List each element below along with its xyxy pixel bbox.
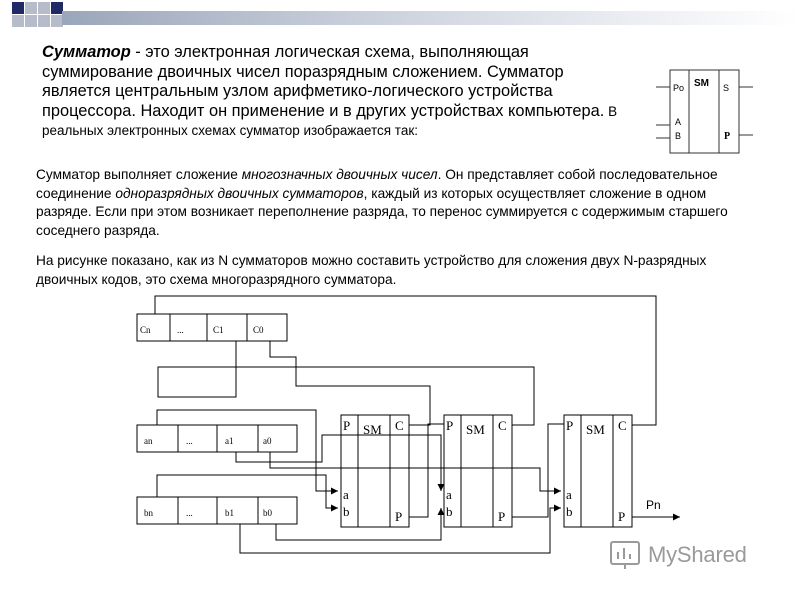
adder-3-a: a xyxy=(566,487,572,502)
adder-2-b: b xyxy=(446,504,453,519)
reg-b-1: b1 xyxy=(225,508,234,518)
symbol-out-s: S xyxy=(723,83,730,93)
intro-small-text: В реальных электронных схемах сумматор изображается так: xyxy=(42,103,618,138)
reg-c-n: Cn xyxy=(140,325,151,335)
register-c xyxy=(137,314,287,341)
para1-italic: одноразрядных двоичных сумматоров xyxy=(115,185,364,201)
para1-text: . Он представляет собой последовательное соединение xyxy=(36,167,718,201)
adder-2-c: C xyxy=(498,418,507,433)
para2-text: На рисунке показано, как из N сумматоров можно составить устройство для сложения двух N-разрядных двоичных кодов, это схема многоразрядного сумматора. xyxy=(36,253,707,287)
adder-1-p: P xyxy=(343,418,351,433)
reg-b-n: bn xyxy=(144,508,153,518)
reg-c-dots: ... xyxy=(177,325,184,335)
register-a xyxy=(137,425,297,452)
reg-c-1: C1 xyxy=(213,325,224,335)
output-pn-label: Pn xyxy=(646,498,661,512)
adder-1-p-out: P xyxy=(395,509,403,524)
symbol-in-carry: Po xyxy=(673,83,685,93)
reg-a-n: an xyxy=(144,436,153,446)
adder-1-a: a xyxy=(343,487,349,502)
reg-a-1: a1 xyxy=(225,436,234,446)
adder-3-p-out: P xyxy=(618,509,626,524)
intro-text: - это электронная логическая схема, выполняющая суммирование двоичных чисел поразрядным сложением. Сумматор является центральным узлом арифметико-логического устройства процессора. Находит он применение и в других устройствах компьютера. xyxy=(42,43,605,120)
watermark xyxy=(608,537,778,577)
adder-3-p: P xyxy=(566,418,574,433)
adder-1-sm: SM xyxy=(363,422,382,437)
para1-italic: многозначных двоичных чисел xyxy=(241,167,438,182)
adder-2-sm: SM xyxy=(466,422,485,437)
intro-term: Сумматор xyxy=(42,43,131,61)
symbol-out-p: P xyxy=(724,131,731,142)
symbol-title: SM xyxy=(694,78,709,89)
para1-text: Сумматор выполняет сложение xyxy=(36,167,242,182)
symbol-in-b: B xyxy=(675,131,682,141)
reg-c-0: C0 xyxy=(253,325,264,335)
adder-1-b: b xyxy=(343,504,350,519)
adder-2-p-out: P xyxy=(498,509,506,524)
adder-2-p: P xyxy=(446,418,454,433)
reg-b-0: b0 xyxy=(263,508,272,518)
watermark-text: MyShared xyxy=(648,542,747,567)
symbol-in-a: A xyxy=(675,117,682,127)
watermark-chart-icon xyxy=(608,539,644,571)
reg-a-0: a0 xyxy=(263,436,272,446)
reg-b-dots: ... xyxy=(186,508,193,518)
register-b xyxy=(137,497,297,524)
para1-text: , каждый из которых осуществляет сложение в одном разряде. Если при этом возникает переполнение разряда, то перенос суммируется с содержимым старшего соседнего разряда. xyxy=(36,185,728,238)
adder-3-sm: SM xyxy=(586,422,605,437)
adder-2-a: a xyxy=(446,487,452,502)
adder-3-b: b xyxy=(566,504,573,519)
adder-1-c: C xyxy=(395,418,404,433)
reg-a-dots: ... xyxy=(186,436,193,446)
adder-3-c: C xyxy=(618,418,627,433)
